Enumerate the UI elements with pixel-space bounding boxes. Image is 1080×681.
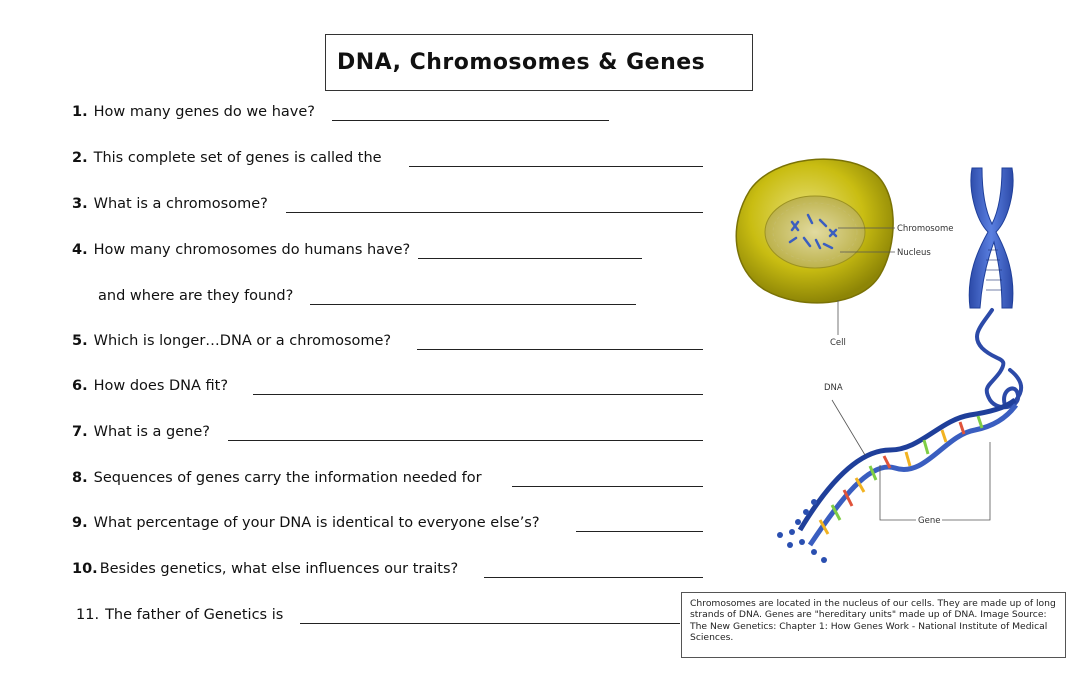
question-text: What percentage of your DNA is identical to everyone else’s?: [93, 515, 540, 531]
question-text: Which is longer…DNA or a chromosome?: [93, 333, 392, 349]
question-11: [76, 603, 283, 627]
worksheet-title-box: [325, 34, 753, 91]
answer-line-5[interactable]: [417, 349, 703, 350]
question-8: [72, 466, 482, 490]
question-number: 4.: [72, 242, 88, 258]
question-number: 10.: [72, 561, 98, 577]
cell-dna-diagram: [720, 150, 1080, 590]
question-number: 11.: [76, 607, 100, 623]
answer-line-3[interactable]: [286, 212, 703, 213]
answer-line-9[interactable]: [576, 531, 703, 532]
worksheet-title: DNA, Chromosomes & Genes: [337, 50, 706, 75]
answer-line-8[interactable]: [512, 486, 703, 487]
answer-line-2[interactable]: [409, 166, 703, 167]
question-number: 8.: [72, 470, 88, 486]
label-cell: Cell: [830, 338, 846, 348]
answer-line-6[interactable]: [253, 394, 703, 395]
question-4-part-b: [98, 284, 293, 308]
question-number: 2.: [72, 150, 88, 166]
image-caption: Chromosomes are located in the nucleus of our cells. They are made up of long strands of DNA. Genes are "hereditary units" made up of DNA. Image Source: The New Genetics: Chapter 1: How Genes Work - National Institute of Medical Sciences.: [681, 592, 1066, 658]
dna-helix: [777, 400, 1016, 563]
question-number: 9.: [72, 515, 88, 531]
answer-line-11[interactable]: [300, 623, 680, 624]
question-7: [72, 420, 210, 444]
question-text: Besides genetics, what else influences our traits?: [99, 561, 459, 577]
question-text: How does DNA fit?: [93, 378, 229, 394]
question-text: How many genes do we have?: [93, 104, 315, 120]
cell-illustration: [736, 159, 893, 303]
question-text: Sequences of genes carry the information needed for: [93, 470, 482, 486]
question-text: What is a gene?: [93, 424, 210, 440]
label-dna: DNA: [824, 383, 843, 393]
question-text: and where are they found?: [98, 288, 294, 304]
label-nucleus: Nucleus: [897, 248, 931, 258]
nucleus-shape: [765, 196, 865, 268]
question-number: 5.: [72, 333, 88, 349]
question-10: [72, 557, 458, 581]
answer-line-4a[interactable]: [418, 258, 642, 259]
answer-line-10[interactable]: [484, 577, 703, 578]
label-gene: Gene: [918, 516, 941, 526]
question-text: The father of Genetics is: [105, 607, 284, 623]
question-5: [72, 329, 391, 353]
question-text: This complete set of genes is called the: [93, 150, 382, 166]
question-2: [72, 146, 382, 170]
question-6: [72, 374, 228, 398]
chromatin-coil: [977, 310, 1021, 407]
answer-line-1[interactable]: [332, 120, 609, 121]
question-number: 7.: [72, 424, 88, 440]
question-9: [72, 511, 540, 535]
answer-line-4b[interactable]: [310, 304, 636, 305]
question-number: 6.: [72, 378, 88, 394]
chromosome-illustration: [969, 168, 1013, 308]
question-text: What is a chromosome?: [93, 196, 268, 212]
question-number: 1.: [72, 104, 88, 120]
question-1: [72, 100, 315, 124]
question-3: [72, 192, 268, 216]
answer-line-7[interactable]: [228, 440, 703, 441]
label-chromosome: Chromosome: [897, 224, 954, 234]
question-text: How many chromosomes do humans have?: [93, 242, 411, 258]
question-number: 3.: [72, 196, 88, 212]
question-4: [72, 238, 410, 262]
